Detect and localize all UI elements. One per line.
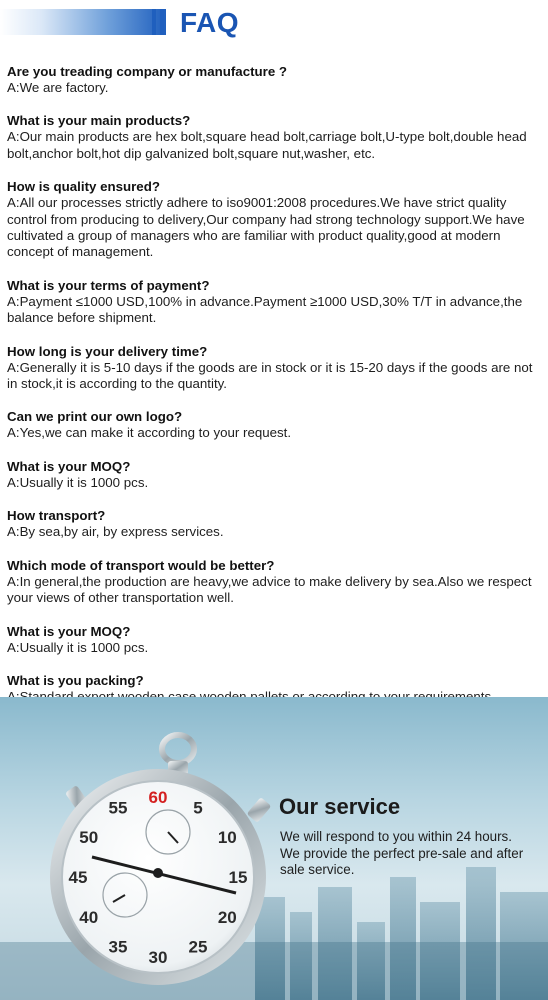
faq-item — [7, 508, 541, 540]
faq-question: What is your terms of payment? — [7, 277, 210, 293]
stopwatch-image — [30, 717, 280, 987]
faq-item — [7, 409, 541, 441]
faq-answer: A:Generally it is 5-10 days if the goods are in stock or it is 15-20 days if the goods are not in stock,it is according to the quantity. — [7, 359, 533, 392]
dial-number: 25 — [188, 937, 208, 957]
header-gradient-bar — [0, 9, 166, 35]
faq-question: What is your main products? — [7, 113, 191, 129]
dial-number: 5 — [193, 798, 203, 818]
dial-number: 60 — [148, 788, 168, 807]
faq-question: Which mode of transport would be better? — [7, 557, 275, 573]
header-stripe — [160, 9, 164, 35]
service-line: We provide the perfect pre-sale and after sale service. — [280, 845, 524, 877]
faq-question: What is your MOQ? — [7, 458, 131, 474]
dial-number: 45 — [68, 868, 88, 887]
faq-question: How transport? — [7, 508, 106, 524]
page-title: FAQ — [180, 7, 240, 38]
dial-number: 55 — [108, 798, 128, 818]
dial-number: 40 — [79, 908, 99, 927]
faq-item — [7, 624, 541, 656]
faq-answer: A:Payment ≤1000 USD,100% in advance.Payment ≥1000 USD,30% T/T in advance,the balance before shipment. — [7, 293, 523, 326]
faq-item — [7, 64, 541, 96]
faq-item — [7, 179, 541, 261]
faq-header — [0, 0, 548, 48]
header-stripe — [152, 9, 156, 35]
dial-number: 35 — [108, 937, 128, 957]
faq-question: How long is your delivery time? — [7, 343, 208, 359]
service-banner — [0, 697, 548, 1000]
faq-question: Can we print our own logo? — [7, 409, 183, 425]
faq-item — [7, 113, 541, 162]
faq-answer: A:Usually it is 1000 pcs. — [7, 474, 149, 490]
dial-number: 30 — [148, 948, 168, 967]
faq-question: Are you treading company or manufacture ? — [7, 64, 288, 79]
service-line: We will respond to you within 24 hours. — [280, 829, 512, 844]
service-description — [280, 829, 542, 879]
faq-item — [7, 558, 541, 607]
faq-answer: A:We are factory. — [7, 80, 109, 95]
faq-answer: A:All our processes strictly adhere to iso9001:2008 procedures.We have strict quality control from producing to delivery,Our company had strong technology support.We have cultivated a group of managers who are familiar with product quality,good at modern concept of management. — [7, 195, 525, 260]
faq-answer: A:Usually it is 1000 pcs. — [7, 639, 149, 655]
faq-answer: A:In general,the production are heavy,we advice to make delivery by sea.Also we respect your views of other transportation well. — [7, 573, 532, 606]
faq-list — [7, 64, 541, 705]
faq-question: What is your MOQ? — [7, 623, 131, 639]
faq-question: What is you packing? — [7, 672, 144, 688]
faq-item — [7, 344, 541, 393]
dial-number: 20 — [217, 908, 237, 927]
faq-answer: A:Our main products are hex bolt,square head bolt,carriage bolt,U-type bolt,double head bolt,anchor bolt,hot dip galvanized bolt,square nut,washer, etc. — [7, 129, 527, 161]
dial-number: 50 — [79, 828, 99, 847]
faq-question: How is quality ensured? — [7, 179, 160, 195]
faq-item — [7, 278, 541, 327]
dial-number: 10 — [217, 828, 237, 847]
faq-answer: A:Yes,we can make it according to your request. — [7, 425, 292, 441]
service-title: Our service — [279, 794, 401, 819]
dial-number: 15 — [228, 868, 248, 887]
faq-answer: A:By sea,by air, by express services. — [7, 524, 224, 540]
faq-item — [7, 459, 541, 491]
